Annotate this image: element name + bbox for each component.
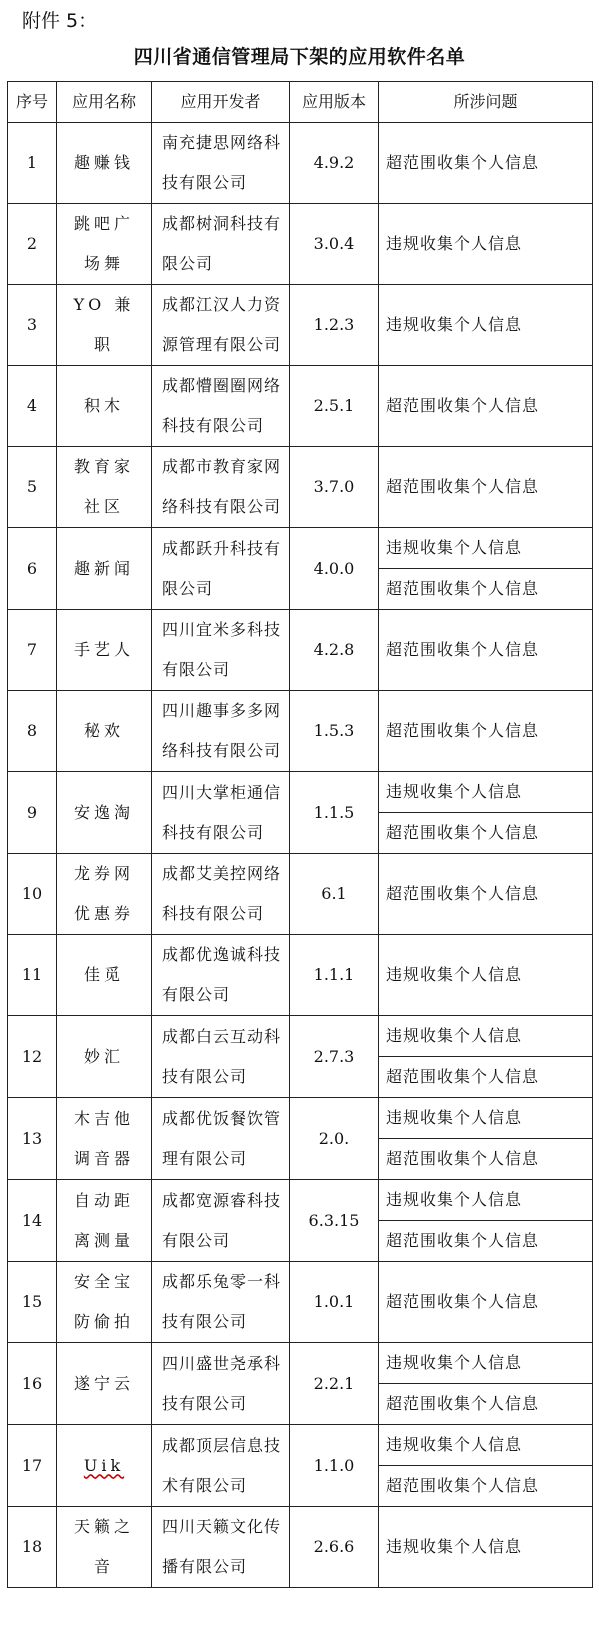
row-no: 5 [8, 447, 57, 528]
row-version: 1.2.3 [290, 285, 379, 366]
row-issue: 超范围收集个人信息 [379, 447, 593, 528]
row-version: 6.3.15 [290, 1180, 379, 1262]
row-no: 6 [8, 528, 57, 610]
row-version: 3.0.4 [290, 204, 379, 285]
row-app-name [57, 610, 152, 691]
row-developer: 成都市教育家网络科技有限公司 [152, 447, 290, 528]
page-title: 四川省通信管理局下架的应用软件名单 [133, 46, 466, 68]
table-row [8, 1016, 593, 1057]
annex-label: 附件 5： [22, 10, 98, 32]
row-issue: 超范围收集个人信息 [379, 1057, 593, 1098]
row-version: 2.0. [290, 1098, 379, 1180]
row-version: 1.1.1 [290, 935, 379, 1016]
row-developer: 成都艾美控网络科技有限公司 [152, 854, 290, 935]
app-name-text: 佳觅 [83, 965, 124, 984]
app-name-text: 跳吧广场舞 [73, 214, 134, 273]
header-no: 序号 [8, 82, 57, 123]
row-app-name [57, 528, 152, 610]
row-app-name [57, 204, 152, 285]
row-issue: 违规收集个人信息 [379, 1425, 593, 1466]
table-row [8, 935, 593, 1016]
row-no: 9 [8, 772, 57, 854]
row-developer: 成都顶层信息技术有限公司 [152, 1425, 290, 1507]
app-list-table [7, 81, 593, 1588]
row-no: 3 [8, 285, 57, 366]
row-issue: 违规收集个人信息 [379, 528, 593, 569]
row-developer: 四川趣事多多网络科技有限公司 [152, 691, 290, 772]
row-app-name [57, 1262, 152, 1343]
row-no: 1 [8, 123, 57, 204]
table-row [8, 772, 593, 813]
app-name-text: 自动距离测量 [73, 1190, 134, 1250]
row-issue: 超范围收集个人信息 [379, 854, 593, 935]
row-no: 2 [8, 204, 57, 285]
row-developer: 四川大掌柜通信科技有限公司 [152, 772, 290, 854]
app-name-text: 木吉他调音器 [73, 1108, 134, 1168]
row-issue: 超范围收集个人信息 [379, 1262, 593, 1343]
row-developer: 四川天籁文化传播有限公司 [152, 1507, 290, 1588]
table-row [8, 854, 593, 935]
row-app-name [57, 123, 152, 204]
app-name-text: 遂宁云 [73, 1373, 134, 1393]
table-row [8, 1180, 593, 1221]
row-issue: 超范围收集个人信息 [379, 1139, 593, 1180]
row-version: 2.6.6 [290, 1507, 379, 1588]
table-row [8, 610, 593, 691]
table-row [8, 1425, 593, 1466]
row-developer: 成都懵圈圈网络科技有限公司 [152, 366, 290, 447]
row-version: 1.1.0 [290, 1425, 379, 1507]
row-no: 4 [8, 366, 57, 447]
app-name-text: 趣新闻 [73, 558, 134, 578]
row-no: 11 [8, 935, 57, 1016]
row-app-name [57, 854, 152, 935]
table-row [8, 123, 593, 204]
app-name-text: YO 兼职 [73, 295, 135, 354]
row-version: 2.2.1 [290, 1343, 379, 1425]
row-no: 14 [8, 1180, 57, 1262]
row-no: 16 [8, 1343, 57, 1425]
row-developer: 南充捷思网络科技有限公司 [152, 123, 290, 204]
row-version: 4.2.8 [290, 610, 379, 691]
app-name-text: 天籁之音 [73, 1517, 134, 1576]
row-version: 4.9.2 [290, 123, 379, 204]
row-version: 4.0.0 [290, 528, 379, 610]
row-issue: 违规收集个人信息 [379, 204, 593, 285]
row-no: 15 [8, 1262, 57, 1343]
table-row [8, 204, 593, 285]
header-version: 应用版本 [290, 82, 379, 123]
row-issue: 超范围收集个人信息 [379, 813, 593, 854]
header-issue: 所涉问题 [379, 82, 593, 123]
row-issue: 超范围收集个人信息 [379, 366, 593, 447]
row-developer: 成都江汉人力资源管理有限公司 [152, 285, 290, 366]
row-issue: 超范围收集个人信息 [379, 691, 593, 772]
row-no: 7 [8, 610, 57, 691]
row-app-name [57, 935, 152, 1016]
row-version: 1.5.3 [290, 691, 379, 772]
row-developer: 成都跃升科技有限公司 [152, 528, 290, 610]
row-issue: 超范围收集个人信息 [379, 1384, 593, 1425]
row-developer: 成都白云互动科技有限公司 [152, 1016, 290, 1098]
row-no: 12 [8, 1016, 57, 1098]
row-developer: 成都树洞科技有限公司 [152, 204, 290, 285]
row-issue: 违规收集个人信息 [379, 1507, 593, 1588]
app-name-text: 趣赚钱 [73, 153, 134, 172]
row-app-name [57, 1507, 152, 1588]
row-developer: 成都乐兔零一科技有限公司 [152, 1262, 290, 1343]
row-no: 18 [8, 1507, 57, 1588]
row-issue: 超范围收集个人信息 [379, 123, 593, 204]
table-row [8, 1098, 593, 1139]
row-issue: 违规收集个人信息 [379, 935, 593, 1016]
row-app-name [57, 285, 152, 366]
table-row [8, 285, 593, 366]
row-issue: 违规收集个人信息 [379, 1343, 593, 1384]
row-issue: 超范围收集个人信息 [379, 569, 593, 610]
app-name-text: Uik [83, 1455, 125, 1475]
table-row [8, 366, 593, 447]
row-version: 6.1 [290, 854, 379, 935]
row-app-name [57, 447, 152, 528]
row-developer: 四川宜米多科技有限公司 [152, 610, 290, 691]
app-name-text: 教育家社区 [73, 457, 134, 516]
app-name-text: 妙汇 [83, 1046, 124, 1066]
row-version: 2.5.1 [290, 366, 379, 447]
header-developer: 应用开发者 [152, 82, 290, 123]
table-row [8, 1507, 593, 1588]
table-row [8, 528, 593, 569]
row-version: 2.7.3 [290, 1016, 379, 1098]
app-name-text: 龙券网优惠券 [73, 864, 134, 923]
app-name-text: 积木 [83, 396, 124, 415]
row-developer: 成都优饭餐饮管理有限公司 [152, 1098, 290, 1180]
row-version: 1.1.5 [290, 772, 379, 854]
row-issue: 违规收集个人信息 [379, 1180, 593, 1221]
row-no: 13 [8, 1098, 57, 1180]
row-app-name [57, 772, 152, 854]
row-app-name [57, 1425, 152, 1507]
row-issue: 超范围收集个人信息 [379, 1466, 593, 1507]
row-version: 3.7.0 [290, 447, 379, 528]
row-app-name [57, 691, 152, 772]
row-app-name [57, 1343, 152, 1425]
row-issue: 违规收集个人信息 [379, 285, 593, 366]
row-issue: 超范围收集个人信息 [379, 1221, 593, 1262]
row-no: 8 [8, 691, 57, 772]
row-developer: 成都优逸诚科技有限公司 [152, 935, 290, 1016]
row-developer: 成都宽源睿科技有限公司 [152, 1180, 290, 1262]
row-no: 10 [8, 854, 57, 935]
row-issue: 违规收集个人信息 [379, 1098, 593, 1139]
app-name-text: 安全宝防偷拍 [73, 1272, 134, 1331]
header-app-name: 应用名称 [57, 82, 152, 123]
app-name-text: 手艺人 [73, 640, 134, 659]
row-app-name [57, 1098, 152, 1180]
row-app-name [57, 1180, 152, 1262]
row-app-name [57, 366, 152, 447]
row-developer: 四川盛世尧承科技有限公司 [152, 1343, 290, 1425]
row-issue: 违规收集个人信息 [379, 772, 593, 813]
table-row [8, 1343, 593, 1384]
row-app-name [57, 1016, 152, 1098]
app-name-text: 秘欢 [83, 721, 124, 740]
table-header-row [8, 82, 593, 123]
row-issue: 违规收集个人信息 [379, 1016, 593, 1057]
table-row [8, 1262, 593, 1343]
row-version: 1.0.1 [290, 1262, 379, 1343]
row-issue: 超范围收集个人信息 [379, 610, 593, 691]
app-name-text: 安逸淘 [73, 802, 134, 822]
table-row [8, 447, 593, 528]
row-no: 17 [8, 1425, 57, 1507]
table-row [8, 691, 593, 772]
